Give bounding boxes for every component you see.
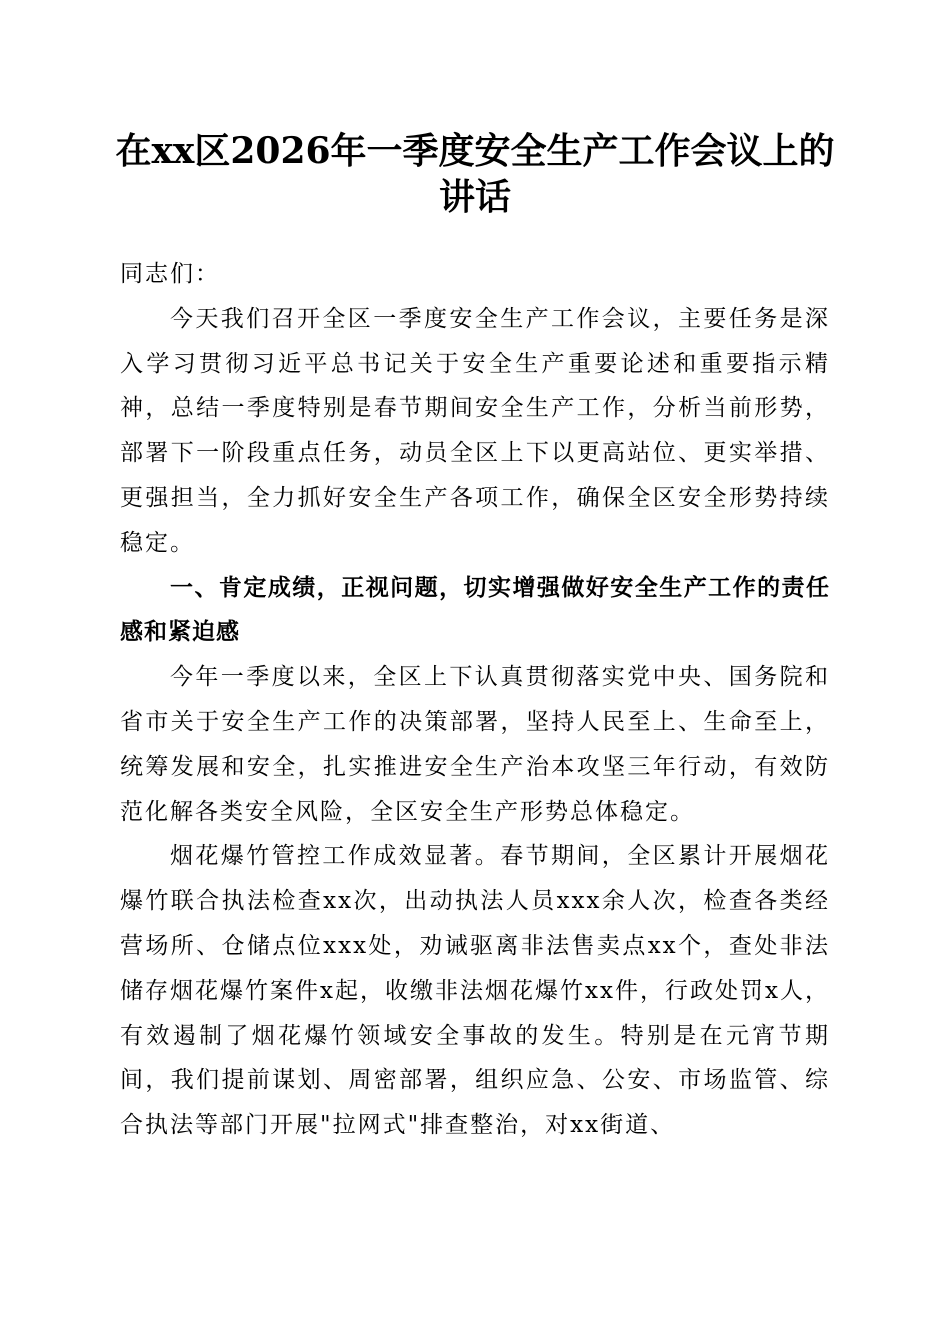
section-heading: 一、肯定成绩，正视问题，切实增强做好安全生产工作的责任感和紧迫感 [120, 574, 830, 646]
section-paragraph: 烟花爆竹管控工作成效显著。春节期间，全区累计开展烟花爆竹联合执法检查xx次，出动执法人员xxx余人次，检查各类经营场所、仓储点位xxx处，劝诫驱离非法售卖点xx个，查处非法储存烟花爆竹案件x起，收缴非法烟花爆竹xx件，行政处罚x人，有效遏制了烟花爆竹领域安全事故的发生。特别是在元宵节期间，我们提前谋划、周密部署，组织应急、公安、市场监管、综合执法等部门开展"拉网式"排查整治，对xx街道、 [120, 843, 830, 1139]
document-title: 在xx区2026年一季度安全生产工作会议上的讲话 [115, 130, 835, 218]
opening-paragraph: 今天我们召开全区一季度安全生产工作会议，主要任务是深入学习贯彻习近平总书记关于安全生产重要论述和重要指示精神，总结一季度特别是春节期间安全生产工作，分析当前形势，部署下一阶段重点任务，动员全区上下以更高站位、更实举措、更强担当，全力抓好安全生产各项工作，确保全区安全形势持续稳定。 [120, 305, 830, 556]
section-paragraph: 今年一季度以来，全区上下认真贯彻落实党中央、国务院和省市关于安全生产工作的决策部署，坚持人民至上、生命至上，统筹发展和安全，扎实推进安全生产治本攻坚三年行动，有效防范化解各类安全风险，全区安全生产形势总体稳定。 [120, 664, 830, 825]
salutation: 同志们： [120, 261, 220, 287]
document-body [120, 252, 830, 1148]
